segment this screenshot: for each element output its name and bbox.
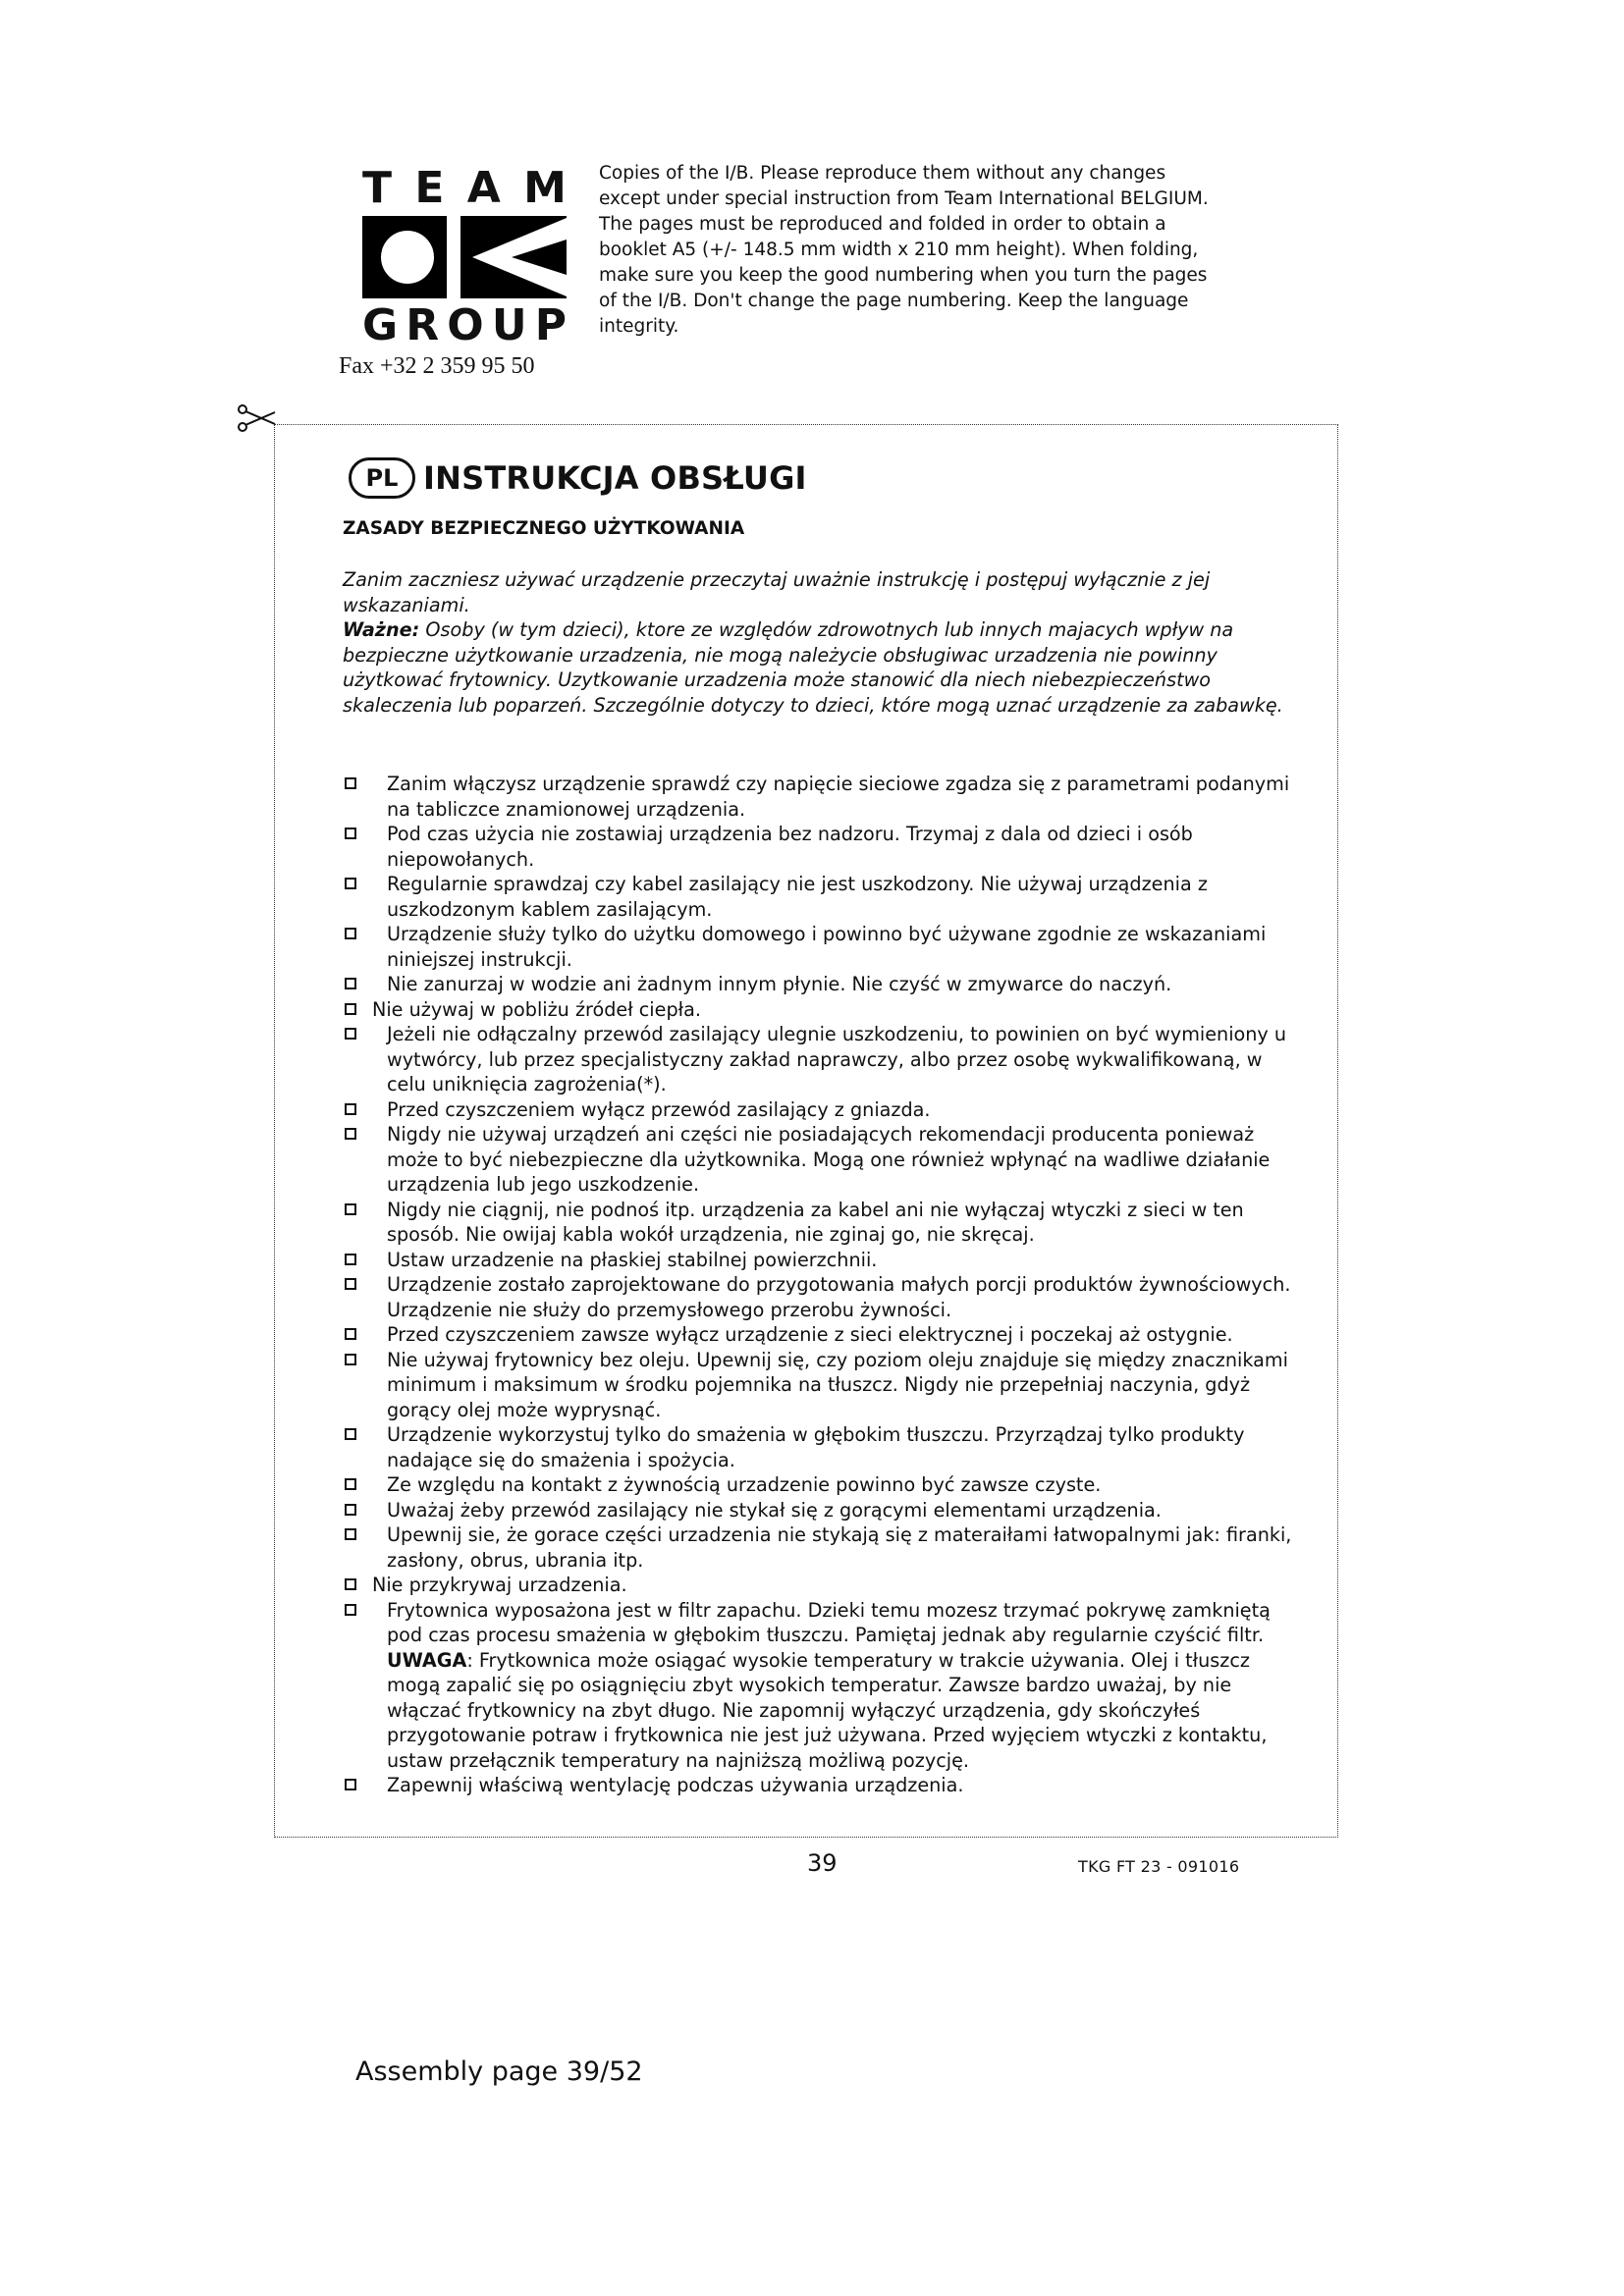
important-label: Ważne: — [343, 618, 420, 641]
checkbox-bullet-icon — [345, 1428, 356, 1440]
note-line: except under special instruction from Team International BELGIUM. — [599, 188, 1209, 209]
list-item: Nie używaj frytownicy bez oleju. Upewnij się, czy poziom oleju znajduje się między znacznikami minimum i maksimum w środku pojemnika na tłuszcz. Nigdy nie przepełniaj naczynia, gdyż gorący olej może wyprysnąć. — [343, 1348, 1295, 1423]
checkbox-bullet-icon — [345, 1504, 356, 1516]
checkbox-bullet-icon — [345, 1478, 356, 1490]
note-line: booklet A5 (+/- 148.5 mm width x 210 mm height). When folding, — [599, 240, 1199, 260]
note-line: of the I/B. Don't change the page numbering. Keep the language — [599, 291, 1189, 311]
safety-list — [343, 772, 1295, 1798]
list-item: Nie przykrywaj urzadzenia. — [343, 1573, 1295, 1598]
logo-letter: O — [447, 300, 484, 350]
checkbox-bullet-icon — [345, 1103, 356, 1115]
logo-letter: U — [491, 300, 527, 350]
reproduction-instructions — [599, 161, 1286, 340]
list-item: Nigdy nie używaj urządzeń ani części nie posiadających rekomendacji producenta ponieważ może to być niebezpieczne dla użytkownika. Mogą one również wpłynąć na wadliwe działanie urządzenia lub jego uszkodzenie. — [343, 1122, 1295, 1198]
checkbox-bullet-icon — [345, 1003, 356, 1015]
language-heading — [349, 457, 807, 499]
checkbox-bullet-icon — [345, 1354, 356, 1365]
logo-letter: G — [362, 300, 399, 350]
checkbox-bullet-icon — [345, 1328, 356, 1340]
document-code: TKG FT 23 - 091016 — [1078, 1857, 1240, 1876]
page-title: INSTRUKCJA OBSŁUGI — [423, 459, 807, 497]
list-item: Przed czyszczeniem zawsze wyłącz urządzenie z sieci elektrycznej i poczekaj aż ostygnie. — [343, 1322, 1295, 1348]
checkbox-bullet-icon — [345, 1779, 356, 1790]
checkbox-bullet-icon — [345, 978, 356, 989]
intro-paragraph — [343, 567, 1285, 718]
list-item: Nigdy nie ciągnij, nie podnoś itp. urządzenia za kabel ani nie wyłączaj wtyczki z sieci w ten sposób. Nie owijaj kabla wokół urządzenia, nie zginaj go, nie skręcaj. — [343, 1198, 1295, 1248]
list-item: Nie używaj w pobliżu źródeł ciepła. — [343, 997, 1295, 1023]
assembly-page-label: Assembly page 39/52 — [355, 2056, 643, 2087]
list-item: Nie zanurzaj w wodzie ani żadnym innym płynie. Nie czyść w zmywarce do naczyń. — [343, 972, 1295, 997]
checkbox-bullet-icon — [345, 928, 356, 939]
checkbox-bullet-icon — [345, 1604, 356, 1616]
warning-label: UWAGA — [387, 1648, 467, 1672]
logo-letter: P — [534, 300, 567, 350]
list-item: Urządzenie służy tylko do użytku domowego i powinno być używane zgodnie ze wskazaniami niniejszej instrukcji. — [343, 922, 1295, 972]
important-note — [343, 617, 1285, 718]
checkbox-bullet-icon — [345, 777, 356, 789]
list-item: Urządzenie zostało zaprojektowane do przygotowania małych porcji produktów żywnościowych. Urządzenie nie służy do przemysłowego przerobu żywności. — [343, 1272, 1295, 1322]
note-line: make sure you keep the good numbering when you turn the pages — [599, 265, 1208, 286]
checkbox-bullet-icon — [345, 1528, 356, 1540]
logo-letter: A — [466, 163, 501, 213]
important-text: Osoby (w tym dzieci), ktore ze względów zdrowotnych lub innych majacych wpływ na bezpieczne użytkowanie urzadzenia, nie mogą należycie obsługiwac urzadzenia nie powinny użytkować frytownicy. Uzytkowanie urzadzenia może stanowić dla niech niebezpieczeństwo skaleczenia lub poparzeń. Szczególnie dotyczy to dzieci, które mogą uznać urządzenie za zabawkę. — [343, 618, 1283, 717]
page-number: 39 — [807, 1849, 838, 1877]
list-item: Urządzenie wykorzystuj tylko do smażenia w głębokim tłuszczu. Przyrządzaj tylko produkty nadające się do smażenia i spożycia. — [343, 1422, 1295, 1472]
checkbox-bullet-icon — [345, 878, 356, 889]
team-group-logo — [339, 165, 574, 380]
fax-number: Fax +32 2 359 95 50 — [339, 353, 535, 379]
checkbox-bullet-icon — [345, 1203, 356, 1215]
list-item: Jeżeli nie odłączalny przewód zasilający ulegnie uszkodzeniu, to powinien on być wymieniony u wytwórcy, lub przez specjalistyczny zakład naprawczy, albo przez osobę wykwalifikowaną, w celu uniknięcia zagrożenia(*). — [343, 1022, 1295, 1097]
logo-letter: M — [523, 163, 567, 213]
list-item: Ze względu na kontakt z żywnością urzadzenie powinno być zawsze czyste. — [343, 1472, 1295, 1498]
list-item: Zapewnij właściwą wentylację podczas używania urządzenia. — [343, 1773, 1295, 1798]
section-title: ZASADY BEZPIECZNEGO UŻYTKOWANIA — [343, 518, 745, 539]
logo-team-text — [362, 165, 567, 212]
list-item: Zanim włączysz urządzenie sprawdź czy napięcie sieciowe zgadza się z parametrami podanymi na tabliczce znamionowej urządzenia. — [343, 772, 1295, 822]
checkbox-bullet-icon — [345, 1578, 356, 1590]
logo-letter: T — [362, 163, 393, 213]
note-line: Copies of the I/B. Please reproduce them without any changes — [599, 163, 1166, 184]
checkbox-bullet-icon — [345, 1278, 356, 1290]
logo-group-text — [362, 302, 567, 349]
checkbox-bullet-icon — [345, 1128, 356, 1140]
checkbox-bullet-icon — [345, 1028, 356, 1040]
logo-letter: R — [406, 300, 440, 350]
note-line: integrity. — [599, 316, 679, 337]
list-item: Uważaj żeby przewód zasilający nie stykał się z gorącymi elementami urządzenia. — [343, 1498, 1295, 1523]
list-item: Ustaw urzadzenie na płaskiej stabilnej powierzchnii. — [343, 1248, 1295, 1273]
logo-letter: E — [414, 163, 445, 213]
checkbox-bullet-icon — [345, 828, 356, 839]
list-item-filter: Frytownica wyposażona jest w filtr zapachu. Dzieki temu mozesz trzymać pokrywę zamkniętą pod czas procesu smażenia w głębokim tłuszczu. Pamiętaj jednak aby regularnie czyścić filtr. UWAGA: Frytkownica może osiągać wysokie temperatury w trakcie używania. Olej i tłuszcz mogą zapalić się po osiągnięciu zbyt wysokich temperatur. Zawsze bardzo uważaj, by nie włączać frytkownicy na zbyt długo. Nie zapomnij wyłączyć urządzenia, gdy skończyłeś przygotowanie potraw i frytkownica nie jest już używana. Przed wyjęciem wtyczki z kontaktu, ustaw przełącznik temperatury na najniższą możliwą pozycję. — [343, 1598, 1295, 1774]
language-badge: PL — [349, 457, 415, 499]
list-item: Przed czyszczeniem wyłącz przewód zasilający z gniazda. — [343, 1097, 1295, 1123]
note-line: The pages must be reproduced and folded in order to obtain a — [599, 214, 1166, 235]
checkbox-bullet-icon — [345, 1254, 356, 1265]
list-item: Upewnij sie, że gorace części urzadzenia nie stykają się z materaiłami łatwopalnymi jak: firanki, zasłony, obrus, ubrania itp. — [343, 1522, 1295, 1573]
list-item: Regularnie sprawdzaj czy kabel zasilający nie jest uszkodzony. Nie używaj urządzenia z uszkodzonym kablem zasilającym. — [343, 872, 1295, 922]
intro-text: Zanim zaczniesz używać urządzenie przeczytaj uważnie instrukcję i postępuj wyłącznie z jej wskazaniami. — [343, 568, 1211, 616]
list-item: Pod czas użycia nie zostawiaj urządzenia bez nadzoru. Trzymaj z dala od dzieci i osób niepowołanych. — [343, 822, 1295, 872]
logo-ok-mark-icon — [362, 216, 567, 298]
